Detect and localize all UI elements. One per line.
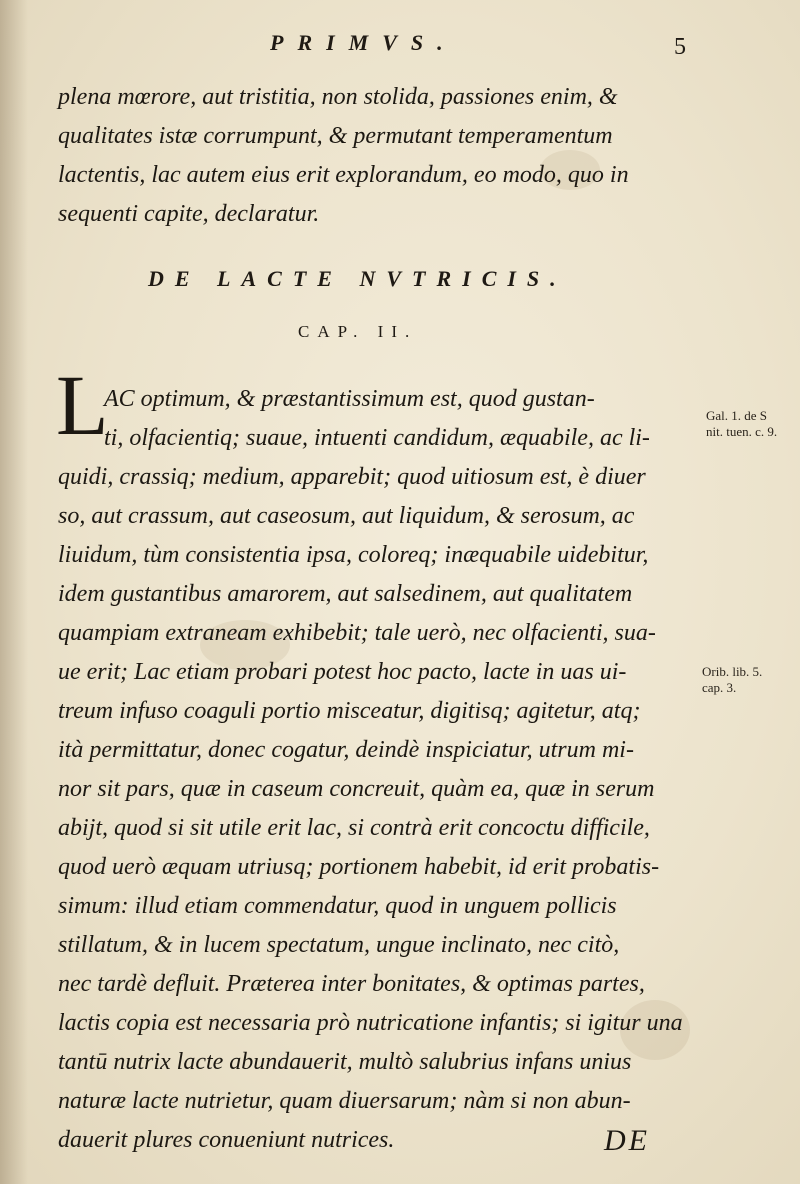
running-head: PRIMVS. [270, 30, 457, 55]
margin-note-oribasius [702, 664, 762, 696]
text-line: nec tardè defluit. Præterea inter bonitates, & optimas partes, [58, 971, 645, 997]
intro-paragraph [58, 78, 698, 234]
text-line: ti, olfacientiq; suaue, intuenti candidum, æquabile, ac li- [104, 425, 650, 451]
main-paragraph [58, 380, 698, 1160]
page-number: 5 [674, 34, 686, 60]
text-line: quidi, crassiq; medium, apparebit; quod uitiosum est, è diuer [58, 464, 646, 490]
gutter-shadow [0, 0, 28, 1184]
text-line: sequenti capite, declaratur. [58, 201, 320, 227]
text-line: lactis copia est necessaria prò nutricatione infantis; si igitur una [58, 1010, 683, 1036]
text-line: ità permittatur, donec cogatur, deindè inspiciatur, utrum mi- [58, 737, 634, 763]
drop-cap-initial: L [56, 357, 109, 453]
text-line: tantū nutrix lacte abundauerit, multò salubrius infans unius [58, 1049, 632, 1075]
margin-note-line: nit. tuen. c. 9. [706, 424, 778, 439]
chapter-label: CAP. II. [298, 322, 418, 341]
text-line: idem gustantibus amarorem, aut salsedinem, aut qualitatem [58, 581, 633, 607]
text-line: nor sit pars, quæ in caseum concreuit, quàm ea, quæ in serum [58, 776, 655, 802]
text-line: AC optimum, & præstantissimum est, quod gustan- [104, 386, 595, 412]
margin-note-line: cap. 3. [702, 680, 737, 695]
text-line: liuidum, tùm consistentia ipsa, coloreq; inæquabile uidebitur, [58, 542, 649, 568]
margin-note-line: Orib. lib. 5. [702, 664, 763, 679]
text-line: treum infuso coaguli portio misceatur, digitisq; agitetur, atq; [58, 698, 641, 724]
text-line: lactentis, lac autem eius erit explorandum, eo modo, quo in [58, 162, 629, 188]
text-line: dauerit plures conueniunt nutrices. [58, 1127, 395, 1153]
text-line: quampiam extraneam exhibebit; tale uerò, nec olfacienti, sua- [58, 620, 656, 646]
text-line: stillatum, & in lucem spectatum, ungue inclinato, nec citò, [58, 932, 620, 958]
text-line: abijt, quod si sit utile erit lac, si contrà erit concoctu difficile, [58, 815, 650, 841]
catchword: DE [604, 1124, 650, 1157]
text-line: naturæ lacte nutrietur, quam diuersarum; nàm si non abun- [58, 1088, 631, 1114]
text-line: plena mœrore, aut tristitia, non stolida, passiones enim, & [58, 84, 618, 110]
margin-note-galen [706, 408, 777, 440]
text-line: quod uerò æquam utriusq; portionem habebit, id erit probatis- [58, 854, 660, 880]
margin-note-line: Gal. 1. de S [706, 408, 768, 423]
text-line: simum: illud etiam commendatur, quod in unguem pollicis [58, 893, 617, 919]
text-line: so, aut crassum, aut caseosum, aut liquidum, & serosum, ac [58, 503, 635, 529]
section-heading: DE LACTE NVTRICIS. [148, 266, 567, 291]
text-line: ue erit; Lac etiam probari potest hoc pacto, lacte in uas ui- [58, 659, 627, 685]
text-line: qualitates istæ corrumpunt, & permutant temperamentum [58, 123, 613, 149]
